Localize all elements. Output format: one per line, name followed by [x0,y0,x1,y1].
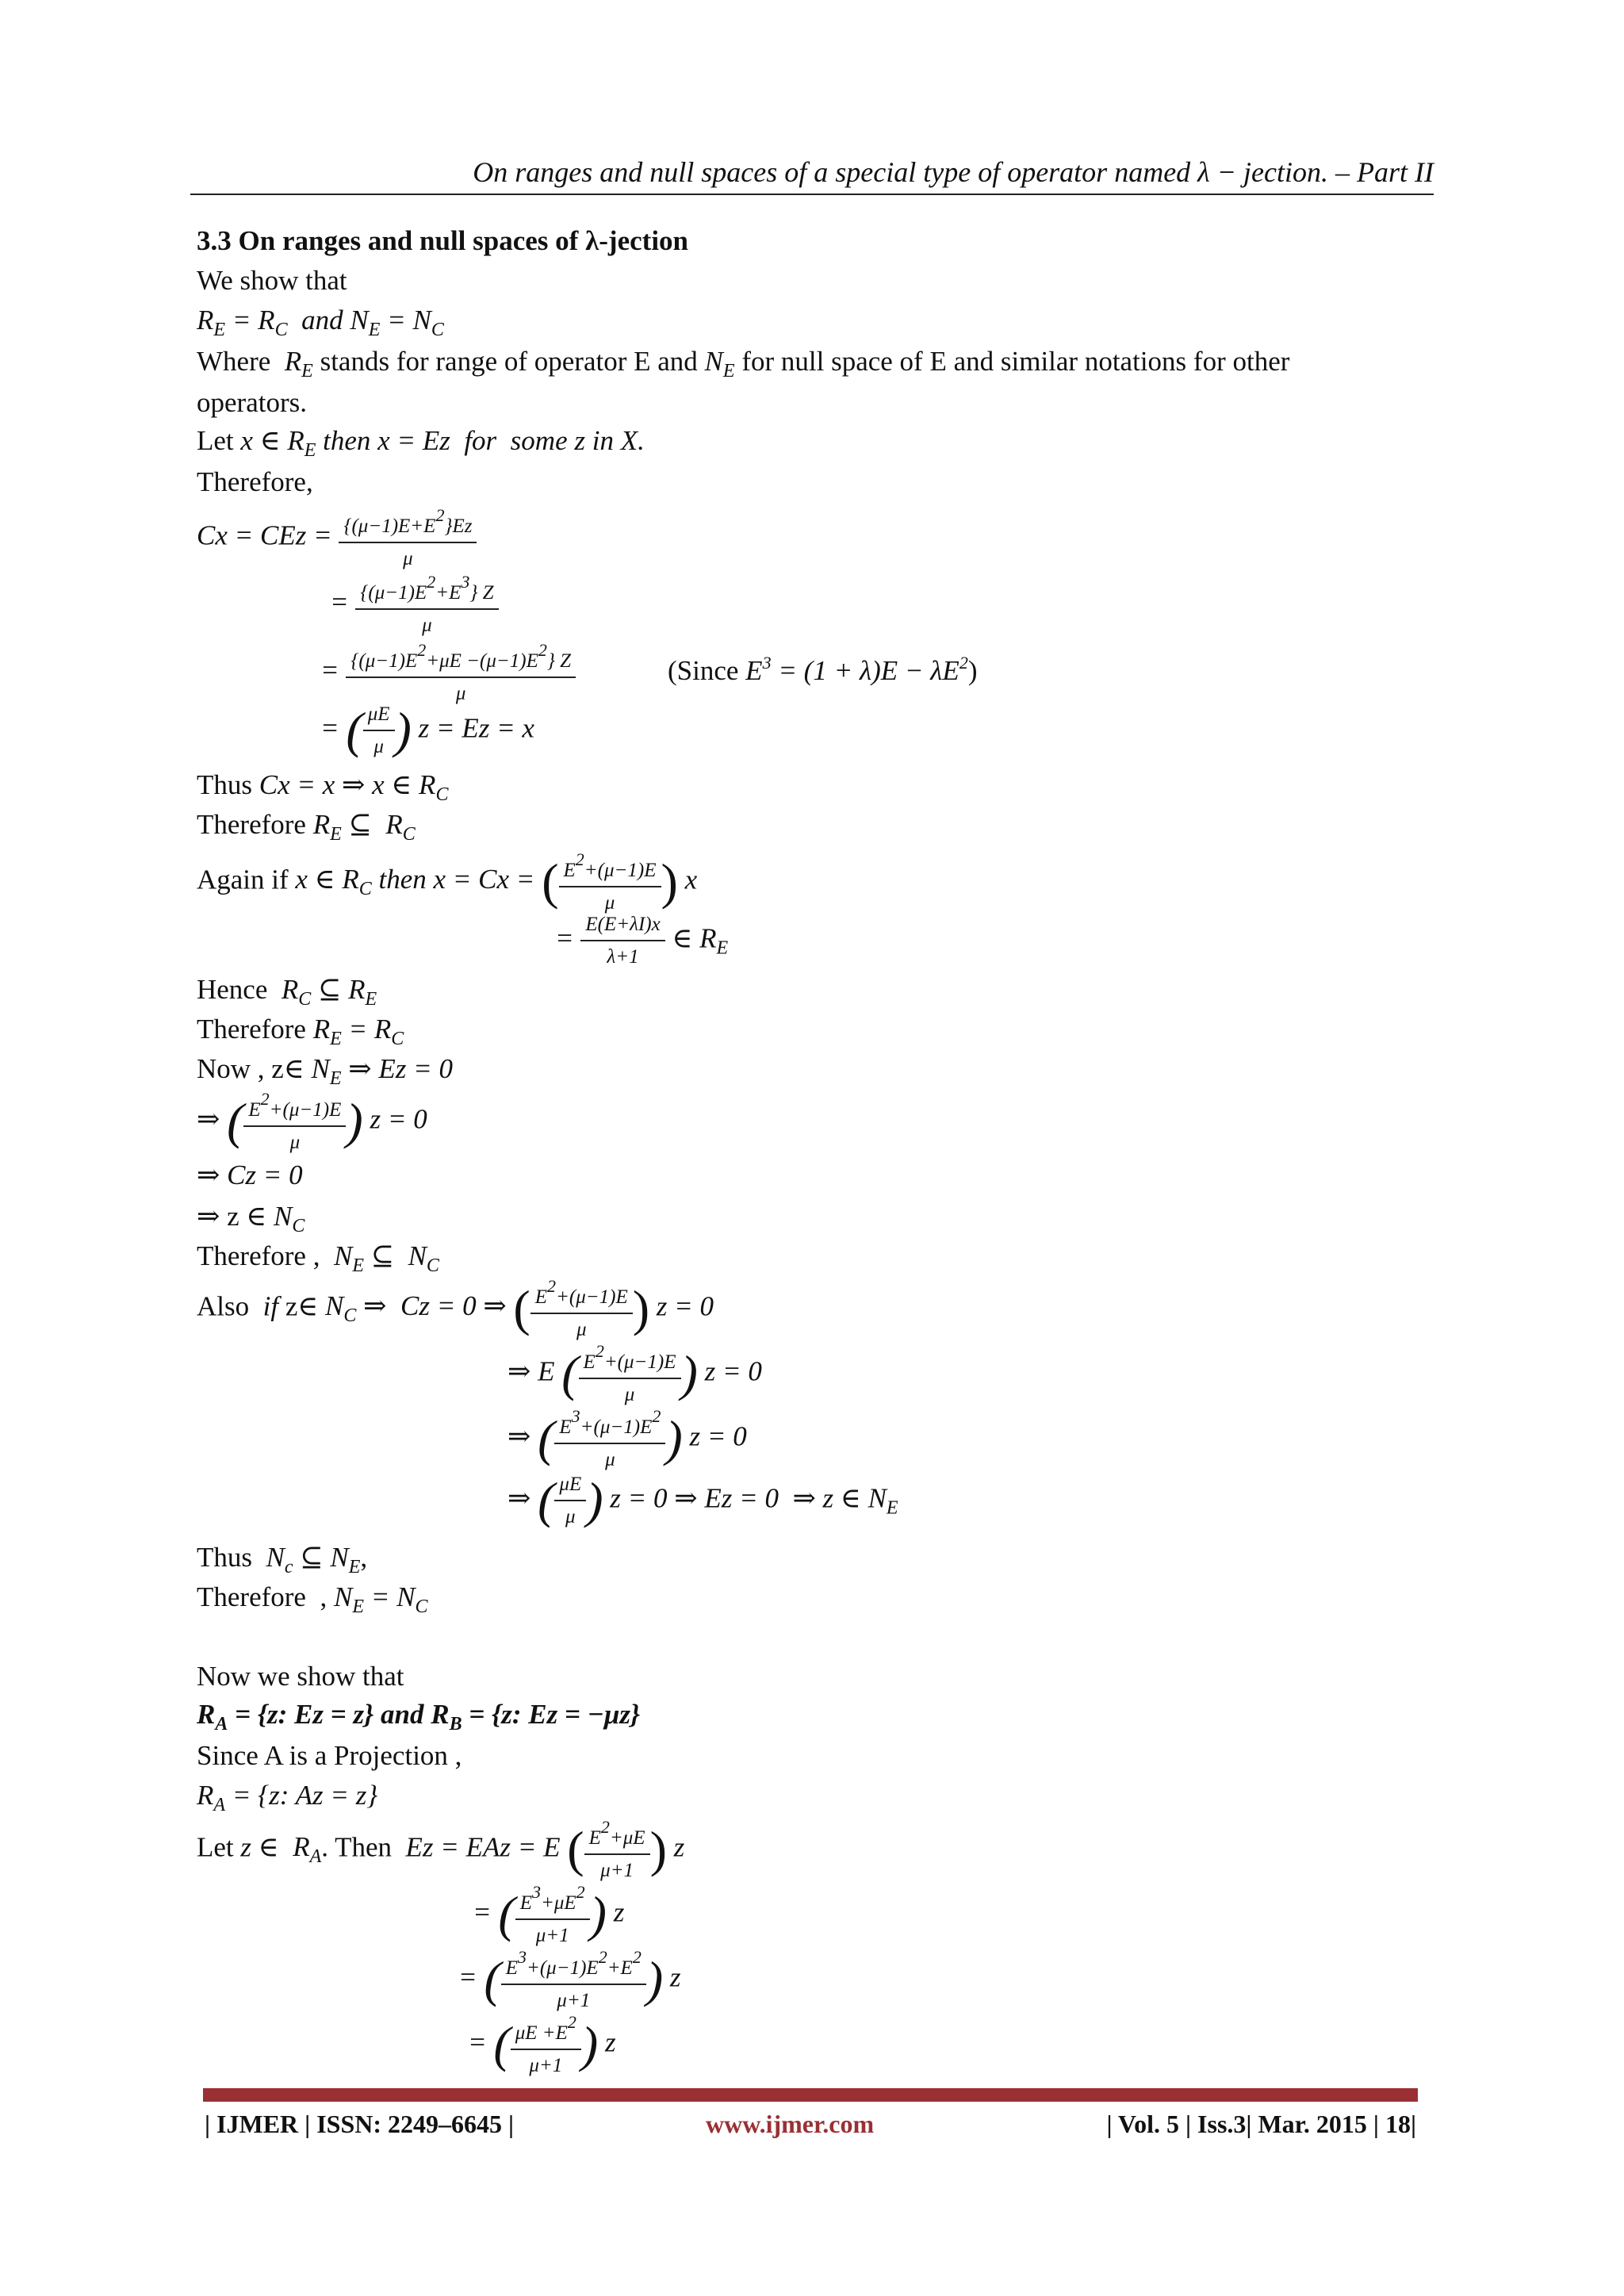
section-title: 3.3 On ranges and null spaces of λ-jection [197,225,689,256]
running-header: On ranges and null spaces of a special type of operator named λ − jection. – Part II [473,156,1434,188]
footer-right: | Vol. 5 | Iss.3| Mar. 2015 | 18| [1106,2110,1416,2138]
eq-cx-1: Cx = CEz = $\frac{\{(\mu-1)E+E2\}Ez}{\mu}$ [197,504,477,572]
eq-cx-3: = $\frac{\{(\mu-1)E2+\mu E -(\mu-1)E2\} Z}{\mu}$ [320,639,576,707]
claim-line: $R_E = R_C$ and $N_E = N_C$ [197,305,444,340]
also-line-2: ⇒ E ( $\frac{E2+(\mu-1)E}{\mu}$ ) z = 0 [508,1341,762,1406]
footer-left: | IJMER | ISSN: 2249–6645 | [205,2110,515,2138]
re-sub-rc-line: Therefore $R_E$ ⊆ $R_C$ [197,809,416,845]
let-z-line: Let z ∈ $R_A$. Then Ez = EAz = E ( $\frac{E2+\mu E}{\mu+1}$ ) z [197,1817,685,1882]
where-line-2: operators. [197,387,307,418]
hence-rc-line: Hence $R_C$ ⊆ $R_E$ [197,974,377,1010]
now-show-line: Now we show that [197,1661,404,1692]
thus-nc-line: Thus $N_c$ ⊆ $N_E$, [197,1542,368,1577]
where-line: Where $R_E$ stands for range of operator E and $N_E$ for null space of E and similar notations for other [197,346,1290,381]
also-line-3: ⇒ ( $\frac{E3+(\mu-1)E2}{\mu}$ ) z = 0 [508,1406,747,1471]
ne-eq-nc-line: Therefore , $N_E = N_C$ [197,1581,428,1617]
bold-claim-line: $R_A = \{z$: Ez = z} and $R_B = \{z$: Ez = −μz} [197,1699,641,1734]
ez-line-3: = ( $\frac{E3+(\mu-1)E2+E2}{\mu+1}$ ) z [458,1947,681,2012]
header-rule [190,194,1434,195]
implies-line-1: ⇒ ( $\frac{E2+(\mu-1)E}{\mu}$ ) z = 0 [197,1089,427,1154]
also-line: Also if z∈ $N_C$ ⇒ Cz = 0 ⇒ ( $\frac{E2+(\mu-1)E}{\mu}$ ) z = 0 [197,1276,714,1341]
footer-bar [203,2088,1418,2102]
z-in-nc-line: ⇒ z ∈ $N_C$ [197,1201,305,1236]
ne-sub-nc-line: Therefore , $N_E$ ⊆ $N_C$ [197,1240,439,1276]
cz-zero-line: ⇒ Cz = 0 [197,1159,303,1190]
ez-line-4: = ( $\frac{\mu E +E2}{\mu+1}$ ) z [468,2012,616,2077]
eq-cx-2: = $\frac{\{(\mu-1)E2+E3\} Z}{\mu}$ [330,571,499,638]
since-note: (Since $E^3 = (1 + \lambda)E - \lambda E^2$) [668,653,978,686]
intro-line: We show that [197,265,347,296]
again-line-2: = $\frac{E(E+\lambda I)x}{\lambda+1}$ ∈ $R_E$ [555,914,729,968]
ra-def-line: $R_A = \{z$: Az = z} [197,1780,378,1815]
thus-cx-line: Thus Cx = x ⇒ x ∈ $R_C$ [197,769,449,805]
footer-center-link[interactable]: www.ijmer.com [706,2110,875,2138]
also-line-4: ⇒ ( $\frac{\mu E}{\mu}$ ) z = 0 ⇒ Ez = 0 ⇒ z ∈ $N_E$ [508,1472,898,1529]
therefore-line: Therefore, [197,466,313,497]
since-a-line: Since A is a Projection , [197,1740,462,1771]
ez-line-2: = ( $\frac{E3+\mu E2}{\mu+1}$ ) z [473,1882,625,1947]
eq-cx-4: = ( $\frac{\mu E}{\mu}$ ) z = Ez = x [320,702,534,759]
let-line: Let x ∈ $R_E$ then x = Ez for some z in X. [197,425,645,461]
again-line: Again if x ∈ $R_C$ then x = Cx = ( $\frac{E2+(\mu-1)E}{\mu}$ ) x [197,849,698,914]
re-eq-rc-line: Therefore $R_E = R_C$ [197,1014,404,1049]
now-z-line: Now , z∈ $N_E$ ⇒ Ez = 0 [197,1053,453,1089]
